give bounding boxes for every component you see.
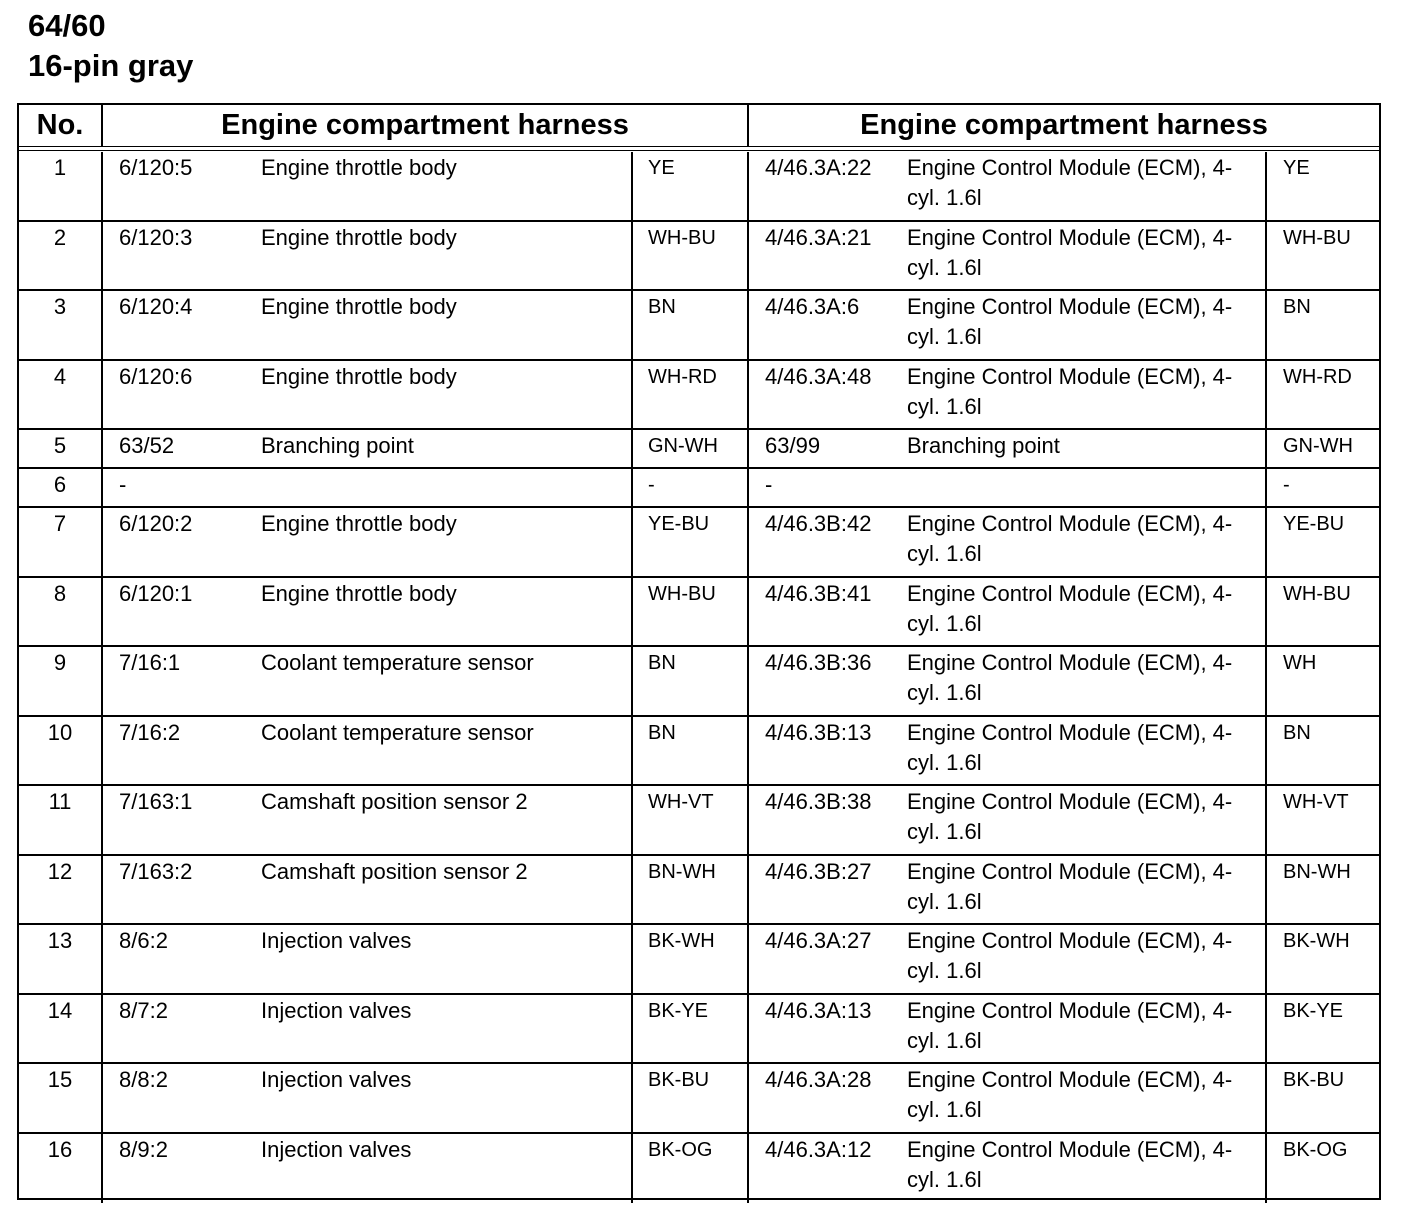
harness-b-connector: 4/46.3A:28 [765,1067,872,1092]
harness-b-connector: 4/46.3A:48 [765,363,872,389]
harness-b-component: Engine Control Module (ECM), 4-cyl. 1.6l [907,719,1233,775]
harness-a-connector: - [119,472,127,497]
harness-a-wire-color: BK-BU [631,1064,749,1132]
header-no: No. [19,105,103,146]
pin-number: 3 [19,291,103,359]
harness-b-component: Engine Control Module (ECM), 4-cyl. 1.6l [907,224,1233,280]
harness-a-wire-color: WH-VT [631,786,749,854]
harness-a-connector: 8/9:2 [119,1136,168,1162]
harness-a-connector: 7/163:2 [119,858,193,884]
harness-a-component [261,469,629,506]
harness-b-component: Engine Control Module (ECM), 4-cyl. 1.6l [907,511,1233,566]
harness-a-component: Coolant temperature sensor [261,719,534,745]
pin-number: 2 [19,222,103,290]
harness-b-wire-color: YE-BU [1265,508,1379,576]
pin-number: 5 [19,430,103,467]
harness-b-wire-color: WH [1265,647,1379,715]
harness-b-connector: 4/46.3A:6 [765,294,860,319]
table-row [19,717,1379,787]
harness-a-connector: 6/120:6 [119,363,193,389]
harness-a-component: Engine throttle body [261,580,457,606]
table-row [19,578,1379,648]
harness-a-component: Engine throttle body [261,363,457,389]
table-row [19,1134,1379,1204]
harness-a-connector: 8/7:2 [119,997,168,1023]
harness-a-wire-color: BK-YE [631,995,749,1063]
harness-a-component: Branching point [261,433,414,458]
harness-a-component: Engine throttle body [261,294,457,319]
table-row [19,361,1379,431]
table-row [19,1064,1379,1134]
harness-a-component: Injection valves [261,997,412,1023]
pinout-table [17,103,1381,1200]
harness-a-wire-color: BN-WH [631,856,749,924]
harness-a-connector: 8/8:2 [119,1067,168,1092]
table-row [19,995,1379,1065]
harness-a-wire-color: BK-WH [631,925,749,993]
harness-a-connector: 6/120:1 [119,580,193,606]
harness-a-component: Injection valves [261,1136,412,1162]
table-row [19,152,1379,222]
harness-b-connector: 4/46.3B:41 [765,580,872,606]
harness-b-wire-color: WH-RD [1265,361,1379,429]
table-body [19,152,1379,1203]
table-header [19,105,1379,146]
harness-b-connector: 4/46.3B:38 [765,789,872,814]
harness-b-wire-color: GN-WH [1265,430,1379,467]
harness-a-wire-color: WH-BU [631,222,749,290]
harness-a-connector: 7/16:1 [119,650,181,675]
table-row [19,786,1379,856]
table-row [19,222,1379,292]
harness-b-wire-color: BN [1265,291,1379,359]
harness-a-connector: 7/163:1 [119,789,193,814]
harness-b-component [907,469,1265,506]
harness-a-connector: 63/52 [119,433,175,458]
harness-a-connector: 6/120:4 [119,294,193,319]
harness-a-connector: 7/16:2 [119,719,181,745]
harness-a-connector: 6/120:3 [119,224,193,250]
harness-a-component: Camshaft position sensor 2 [261,858,528,884]
harness-a-component: Coolant temperature sensor [261,650,534,675]
harness-b-component: Engine Control Module (ECM), 4-cyl. 1.6l [907,580,1233,636]
table-row [19,856,1379,926]
harness-b-connector: 4/46.3A:21 [765,224,872,250]
pin-number: 1 [19,152,103,220]
harness-b-wire-color: WH-BU [1265,222,1379,290]
harness-b-wire-color: BK-WH [1265,925,1379,993]
header-divider-top [19,146,1379,147]
harness-b-component: Branching point [907,433,1060,458]
table-row [19,469,1379,508]
header-divider-bottom [19,150,1379,151]
harness-a-wire-color: WH-RD [631,361,749,429]
pin-number: 6 [19,469,103,506]
harness-b-component: Engine Control Module (ECM), 4-cyl. 1.6l [907,363,1233,419]
harness-b-component: Engine Control Module (ECM), 4-cyl. 1.6l [907,1067,1233,1122]
harness-a-wire-color: BN [631,291,749,359]
pin-number: 15 [19,1064,103,1132]
harness-b-wire-color: - [1265,469,1379,506]
connector-id: 64/60 [28,8,106,43]
harness-b-connector: 4/46.3A:27 [765,928,872,953]
harness-b-component: Engine Control Module (ECM), 4-cyl. 1.6l [907,155,1233,210]
pin-number: 7 [19,508,103,576]
harness-b-component: Engine Control Module (ECM), 4-cyl. 1.6l [907,650,1233,705]
table-row [19,508,1379,578]
harness-b-component: Engine Control Module (ECM), 4-cyl. 1.6l [907,858,1233,914]
harness-b-wire-color: YE [1265,152,1379,220]
harness-a-wire-color: YE-BU [631,508,749,576]
harness-b-wire-color: BK-OG [1265,1134,1379,1204]
harness-b-connector: 4/46.3A:13 [765,997,872,1023]
table-row [19,647,1379,717]
pin-number: 13 [19,925,103,993]
harness-b-wire-color: WH-VT [1265,786,1379,854]
harness-b-component: Engine Control Module (ECM), 4-cyl. 1.6l [907,294,1233,349]
harness-a-component: Engine throttle body [261,224,457,250]
harness-a-wire-color: BK-OG [631,1134,749,1204]
pin-number: 4 [19,361,103,429]
harness-b-connector: 4/46.3A:12 [765,1136,872,1162]
harness-b-wire-color: BK-YE [1265,995,1379,1063]
harness-b-component: Engine Control Module (ECM), 4-cyl. 1.6l [907,1136,1233,1192]
pin-number: 12 [19,856,103,924]
pin-number: 10 [19,717,103,785]
harness-a-wire-color: BN [631,717,749,785]
harness-b-component: Engine Control Module (ECM), 4-cyl. 1.6l [907,789,1233,844]
harness-a-wire-color: - [631,469,749,506]
harness-a-component: Injection valves [261,928,412,953]
harness-a-connector: 8/6:2 [119,928,168,953]
harness-b-connector: - [765,472,773,497]
harness-b-wire-color: BK-BU [1265,1064,1379,1132]
harness-b-component: Engine Control Module (ECM), 4-cyl. 1.6l [907,997,1233,1053]
harness-a-component: Engine throttle body [261,155,457,180]
pin-number: 11 [19,786,103,854]
harness-a-connector: 6/120:2 [119,511,193,536]
harness-b-connector: 4/46.3B:27 [765,858,872,884]
harness-a-wire-color: YE [631,152,749,220]
harness-a-wire-color: WH-BU [631,578,749,646]
harness-b-wire-color: BN-WH [1265,856,1379,924]
table-row [19,925,1379,995]
harness-a-wire-color: BN [631,647,749,715]
pin-number: 8 [19,578,103,646]
harness-b-wire-color: WH-BU [1265,578,1379,646]
pin-number: 16 [19,1134,103,1204]
harness-a-connector: 6/120:5 [119,155,193,180]
harness-b-connector: 4/46.3A:22 [765,155,872,180]
table-row [19,291,1379,361]
connector-description: 16-pin gray [28,48,194,83]
pin-number: 9 [19,647,103,715]
harness-a-component: Engine throttle body [261,511,457,536]
harness-a-wire-color: GN-WH [631,430,749,467]
harness-b-connector: 63/99 [765,433,821,458]
pin-number: 14 [19,995,103,1063]
harness-a-component: Injection valves [261,1067,412,1092]
harness-b-component: Engine Control Module (ECM), 4-cyl. 1.6l [907,928,1233,983]
harness-b-connector: 4/46.3B:42 [765,511,872,536]
table-row [19,430,1379,469]
harness-a-component: Camshaft position sensor 2 [261,789,528,814]
header-harness-b: Engine compartment harness [860,109,1268,141]
harness-b-connector: 4/46.3B:13 [765,719,872,745]
harness-b-wire-color: BN [1265,717,1379,785]
harness-b-connector: 4/46.3B:36 [765,650,872,675]
header-harness-a: Engine compartment harness [103,105,749,146]
